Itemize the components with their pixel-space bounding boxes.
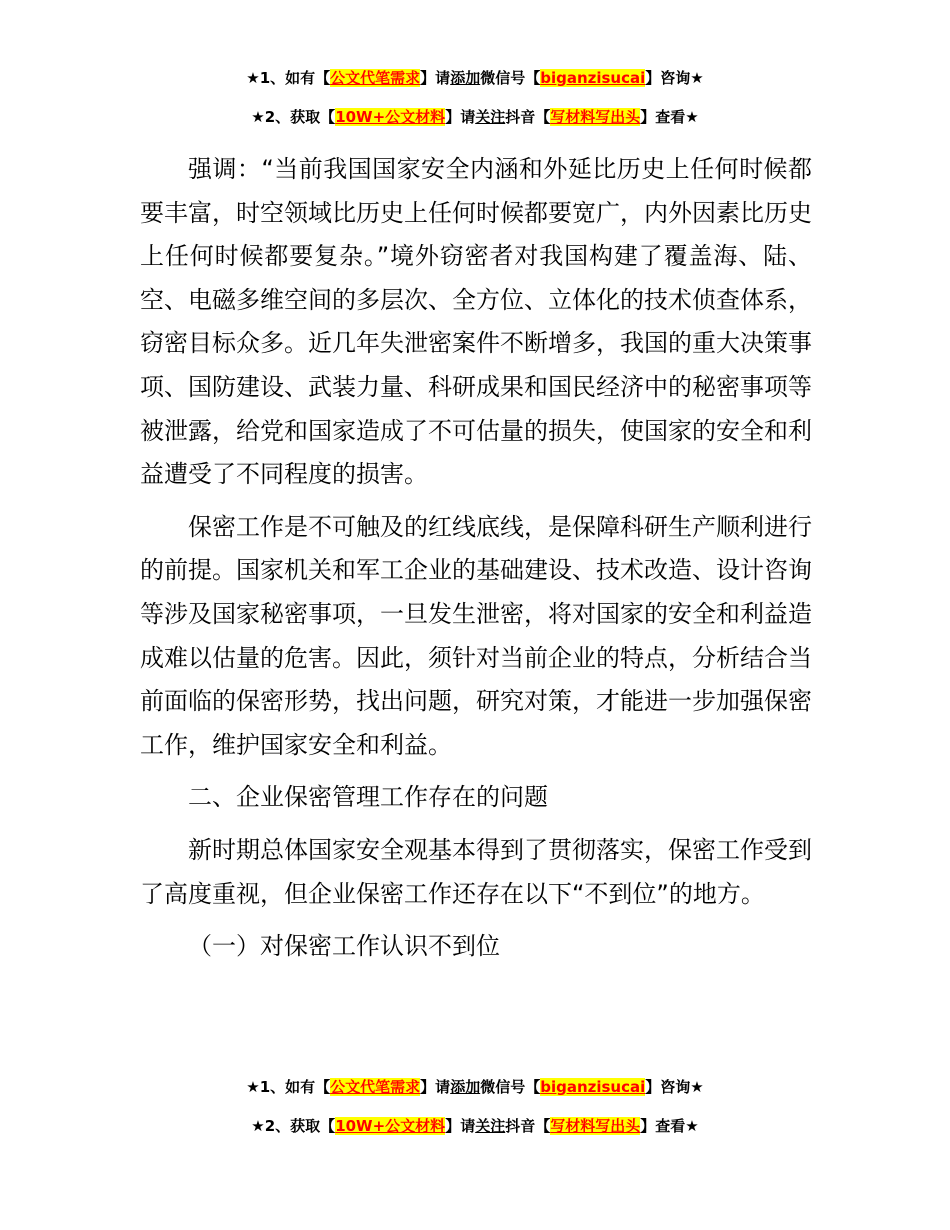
banner-text: ★2、获取【 [251, 1117, 336, 1135]
header-banner-line-2 [0, 105, 950, 129]
footer-banner-line-2 [0, 1114, 950, 1138]
highlight-douyin-account: 写材料写出头 [550, 1117, 641, 1135]
highlight-wechat-id: biganzisucai [540, 1078, 646, 1096]
banner-text: 】咨询★ [645, 1078, 704, 1096]
section-heading: 二、企业保密管理工作存在的问题 [188, 783, 548, 812]
banner-text: ★1、如有【 [246, 1078, 331, 1096]
body-paragraph: 保密工作是不可触及的红线底线，是保障科研生产顺利进行的前提。国家机关和军工企业的基础建设、技术改造、设计咨询等涉及国家秘密事项，一旦发生泄密，将对国家的安全和利益造成难以估量的危害。因此，须针对当前企业的特点，分析结合当前面临的保密形势，找出问题，研究对策，才能进一步加强保密工作，维护国家安全和利益。 [140, 512, 812, 759]
banner-text: ★1、如有【 [246, 69, 331, 87]
body-paragraph: 强调：“当前我国国家安全内涵和外延比历史上任何时候都要丰富，时空领域比历史上任何时候都要宽广，内外因素比历史上任何时候都要复杂。”境外窃密者对我国构建了覆盖海、陆、空、电磁多维空间的多层次、全方位、立体化的技术侦查体系，窃密目标众多。近几年失泄密案件不断增多，我国的重大决策事项、国防建设、武装力量、科研成果和国民经济中的秘密事项等被泄露，给党和国家造成了不可估量的损失，使国家的安全和利益遭受了不同程度的损害。 [140, 155, 812, 489]
highlight-service: 公文代笔需求 [330, 1078, 421, 1096]
emphasis-text: 添加 [450, 69, 481, 87]
banner-text: 】请 [445, 108, 476, 126]
banner-text: 微信号【 [480, 1078, 541, 1096]
header-banner-line-1 [0, 66, 950, 90]
body-paragraph: 新时期总体国家安全观基本得到了贯彻落实，保密工作受到了高度重视，但企业保密工作还存在以下“不到位”的地方。 [140, 835, 812, 908]
banner-text: 抖音【 [505, 108, 551, 126]
highlight-wechat-id: biganzisucai [540, 69, 646, 87]
banner-text: 】咨询★ [645, 69, 704, 87]
emphasis-text: 关注 [475, 1117, 506, 1135]
banner-text: ★2、获取【 [251, 108, 336, 126]
banner-text: 】查看★ [640, 108, 699, 126]
emphasis-text: 关注 [475, 108, 506, 126]
highlight-materials: 10W+公文材料 [335, 1117, 446, 1135]
emphasis-text: 添加 [450, 1078, 481, 1096]
highlight-service: 公文代笔需求 [330, 69, 421, 87]
banner-text: 】请 [420, 1078, 451, 1096]
highlight-materials: 10W+公文材料 [335, 108, 446, 126]
subsection-heading: （一）对保密工作认识不到位 [188, 932, 500, 961]
banner-text: 】请 [420, 69, 451, 87]
banner-text: 抖音【 [505, 1117, 551, 1135]
banner-text: 微信号【 [480, 69, 541, 87]
banner-text: 】请 [445, 1117, 476, 1135]
highlight-douyin-account: 写材料写出头 [550, 108, 641, 126]
document-body [140, 148, 812, 978]
footer-banner-line-1 [0, 1075, 950, 1099]
banner-text: 】查看★ [640, 1117, 699, 1135]
